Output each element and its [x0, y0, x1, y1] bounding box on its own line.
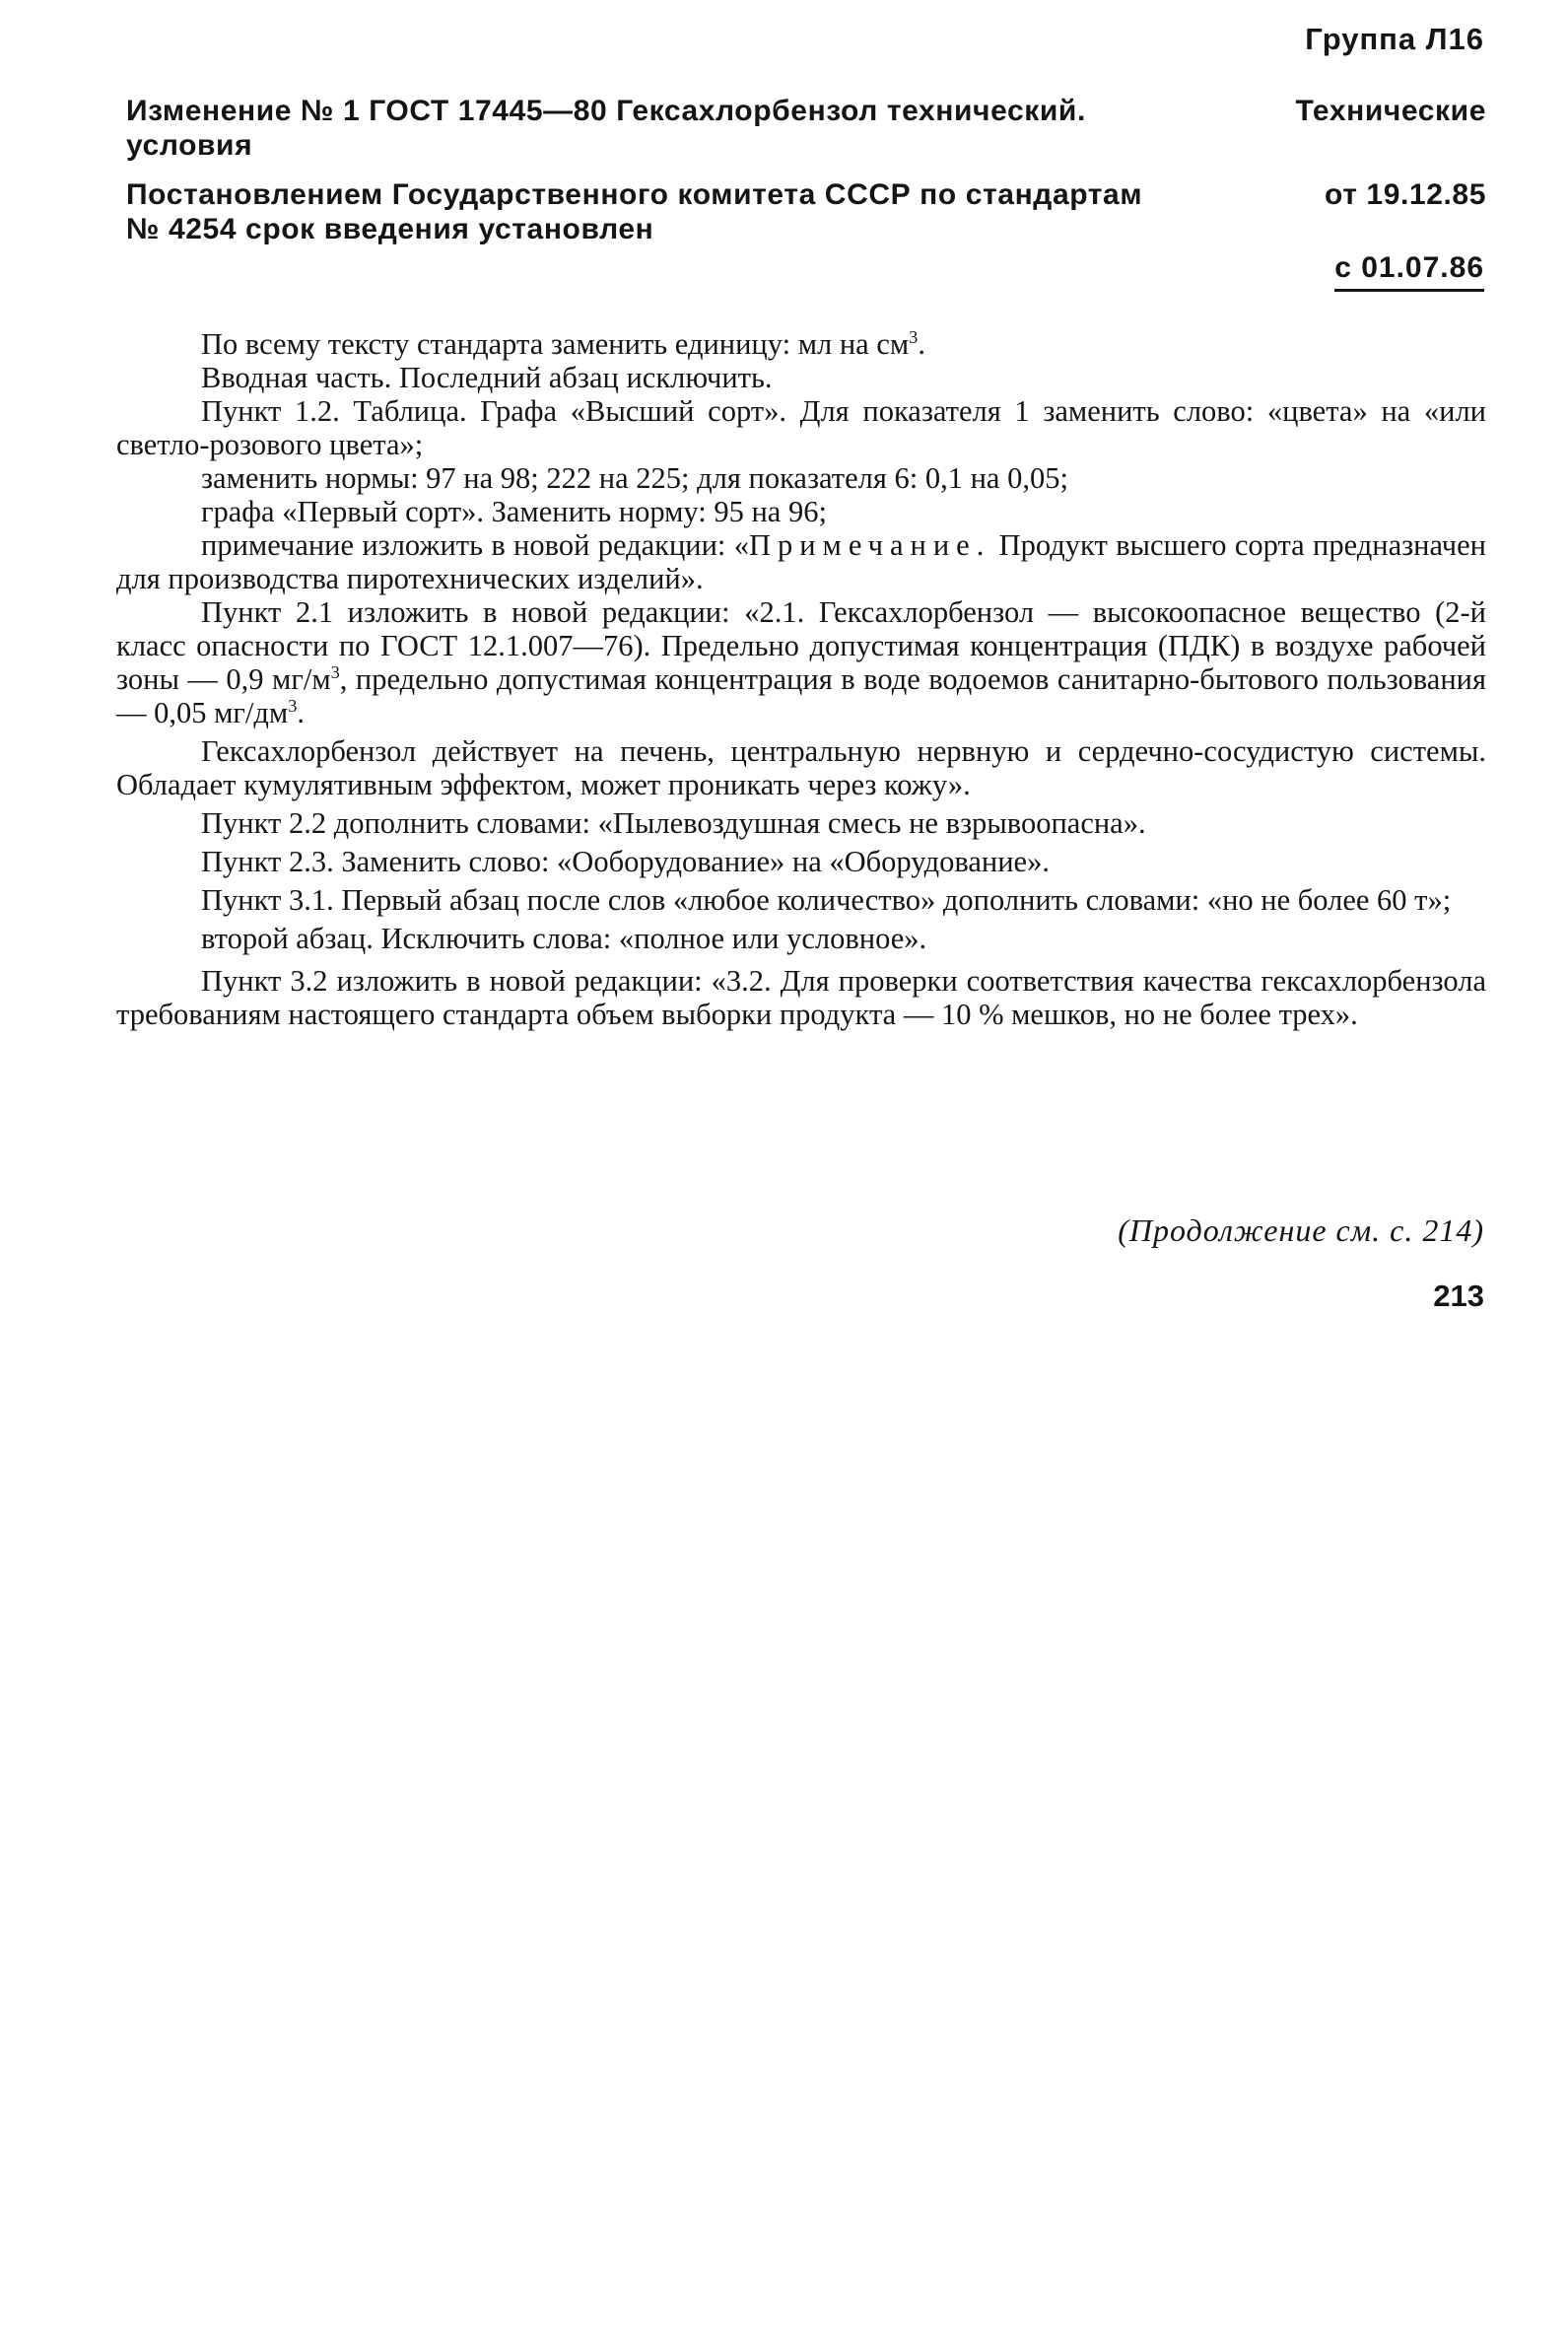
effective-date: с 01.07.86	[1334, 251, 1484, 292]
paragraph-intro: Вводная часть. Последний абзац исключить.	[201, 361, 773, 394]
paragraph-clause-3-1: Пункт 3.1. Первый абзац после слов «любое количество» дополнить словами: «но не более 60 т»;	[201, 883, 1452, 917]
paragraph-clause-2-1: Пункт 2.1 изложить в новой редакции: «2.1. Гексахлорбензол — высокоопасное вещество (2-й класс опасности по ГОСТ 12.1.007—76). Предельно допустимая концентрация (ПДК) в воздухе рабочей зоны — 0,9 $мг/м^3$, предельно допустимая концентрация в воде водоемов санитарно-бытового пользования — 0,05 $мг/дм^3$.	[116, 595, 1486, 729]
paragraph-toxicity: Гексахлорбензол действует на печень, центральную нервную и сердечно-сосудистую системы. Обладает кумулятивным эффектом, может проникать через кожу».	[116, 734, 1486, 801]
paragraph-note: примечание изложить в новой редакции: «Примечание. Продукт высшего сорта предназначен для производства пиротехнических изделий».	[116, 528, 1486, 595]
paragraph-clause-2-3: Пункт 2.3. Заменить слово: «Ооборудование» на «Оборудование».	[201, 845, 1050, 878]
continuation-note: (Продолжение см. с. 214)	[1118, 1212, 1484, 1248]
decree-left: Постановлением Государственного комитета СССР по стандартам	[126, 178, 1143, 211]
paragraph-second-abzac: второй абзац. Исключить слова: «полное или условное».	[201, 922, 927, 955]
decree-line2: № 4254 срок введения установлен	[126, 213, 654, 245]
amendment-title	[126, 94, 1486, 163]
paragraph-clause-2-2: Пункт 2.2 дополнить словами: «Пылевоздушная смесь не взрывоопасна».	[201, 806, 1146, 840]
group-code: Группа Л16	[1305, 22, 1484, 56]
paragraph-clause-3-2: Пункт 3.2 изложить в новой редакции: «3.2. Для проверки соответствия качества гексахлорбензола требованиям настоящего стандарта объем выборки продукта — 10 % мешков, но не более трех».	[116, 964, 1486, 1031]
paragraph-clause-1-2: Пункт 1.2. Таблица. Графа «Высший сорт». Для показателя 1 заменить слово: «цвета» на «или светло-розового цвета»;	[116, 394, 1486, 461]
paragraph-norms: заменить нормы: 97 на 98; 222 на 225; для показателя 6: 0,1 на 0,05;	[201, 461, 1068, 495]
amendment-title-left: Изменение № 1 ГОСТ 17445—80 Гексахлорбензол технический.	[126, 95, 1086, 127]
amendment-title-line2: условия	[126, 129, 253, 162]
amendment-title-right: Технические	[1295, 95, 1486, 127]
paragraph-first-grade: графа «Первый сорт». Заменить норму: 95 на 96;	[201, 495, 827, 528]
page-number: 213	[1433, 1279, 1484, 1313]
decree-date: от 19.12.85	[1325, 178, 1486, 211]
decree-statement	[126, 177, 1486, 246]
paragraph-units: По всему тексту стандарта заменить единицу: мл на $см^3$.	[201, 326, 925, 361]
amendment-body	[116, 327, 1486, 1031]
